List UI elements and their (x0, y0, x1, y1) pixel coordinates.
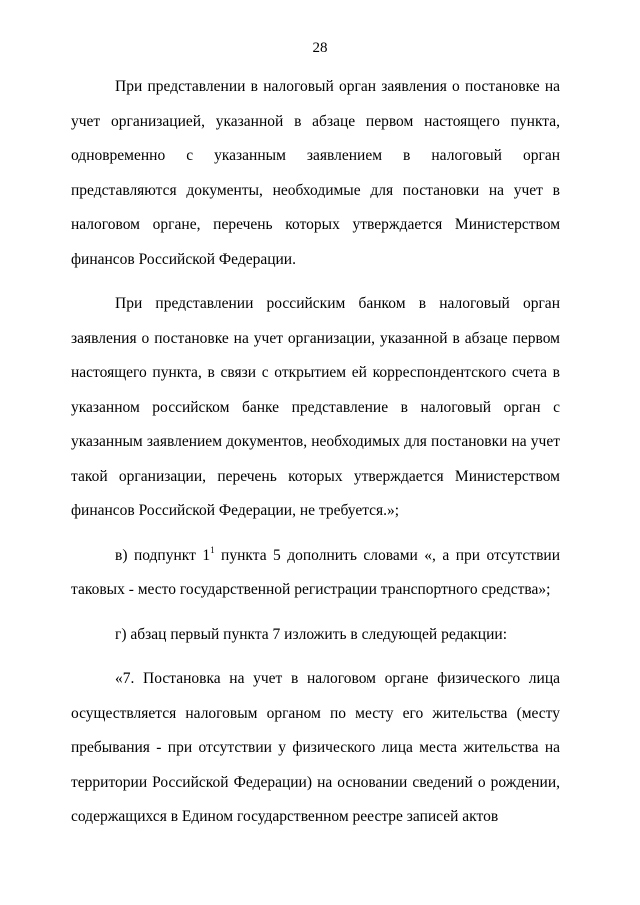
paragraph-point-7: «7. Постановка на учет в налоговом органе физического лица осуществляется налоговым органом по месту его жительства (месту пребывания - при отсутствии у физического лица места жительства на территории Российской Федерации) на основании сведений о рождении, содержащихся в Едином государственном реестре записей актов (71, 670, 560, 825)
page-number: 28 (312, 40, 328, 56)
paragraph-tax-registration-documents: При представлении в налоговый орган заявления о постановке на учет организацией, указанной в абзаце первом настоящего пункта, одновременно с указанным заявлением в налоговый орган представляются документы, необходимые для постановки на учет в налоговом органе, перечень которых утверждается Министерством финансов Российской Федерации. (71, 78, 560, 268)
subpoint-v-superscript: 1 (210, 544, 215, 555)
subpoint-v-text-start: в) подпункт 1 (115, 546, 211, 564)
paragraph-bank-correspondent-account: При представлении российским банком в налоговый орган заявления о постановке на учет организации, указанной в абзаце первом настоящего пункта, в связи с открытием ей корреспондентского счета в указанном российском банке представление в налоговый орган с указанным заявлением документов, необходимых для постановки на учет такой организации, перечень которых утверждается Министерством финансов Российской Федерации, не требуется.»; (71, 295, 560, 519)
paragraph-subpoint-g: г) абзац первый пункта 7 изложить в следующей редакции: (115, 625, 508, 643)
paragraph-subpoint-v (71, 539, 560, 608)
document-body (71, 70, 560, 845)
subpoint-v-text-end: пункта 5 дополнить словами «, а при отсутствии таковых - место государственной регистрации транспортного средства»; (71, 546, 560, 598)
